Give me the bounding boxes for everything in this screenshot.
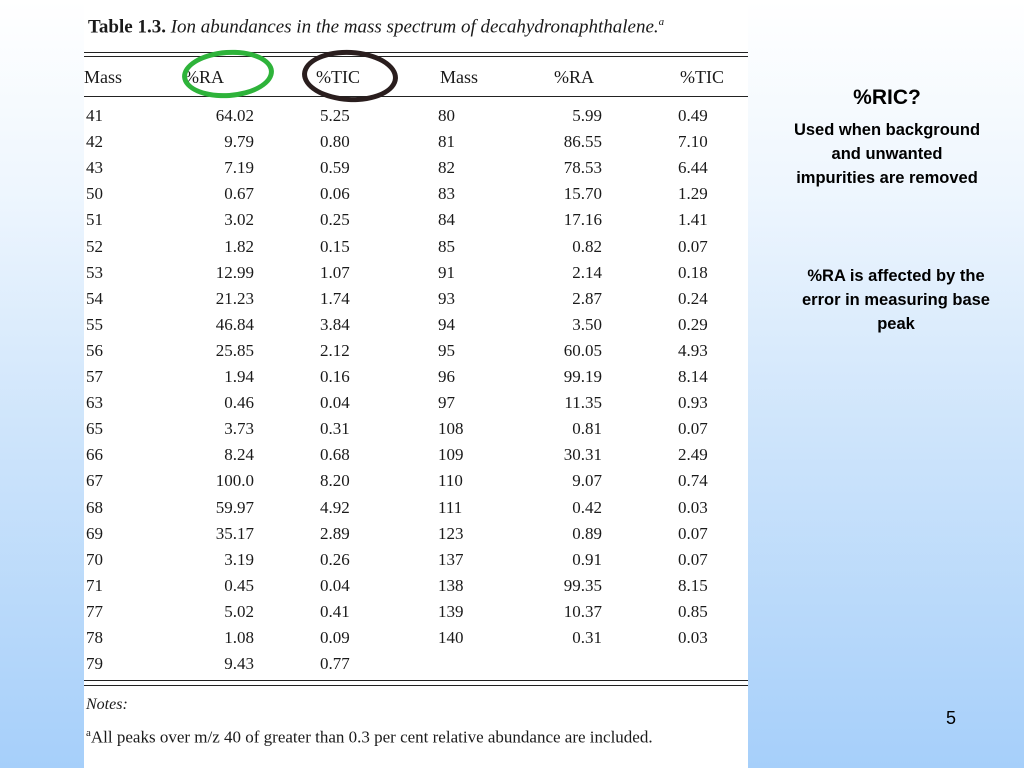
left-ra-cell: 5.02 — [224, 602, 254, 621]
right-ra-cell: 3.50 — [572, 315, 602, 334]
table-header-right-0: Mass — [440, 67, 479, 87]
right-tic-cell: 1.41 — [678, 210, 708, 229]
left-mass-cell: 56 — [86, 341, 103, 360]
left-ra-cell: 21.23 — [215, 289, 254, 308]
left-ra-cell: 64.02 — [215, 106, 254, 125]
right-ra-cell: 0.82 — [572, 237, 602, 256]
left-ra-cell: 9.79 — [224, 132, 254, 151]
right-ra-cell: 10.37 — [563, 602, 602, 621]
table-header-right-2: %TIC — [680, 67, 724, 87]
left-tic-cell: 0.59 — [320, 158, 350, 177]
right-mass-cell: 94 — [438, 315, 455, 334]
left-mass-cell: 70 — [86, 550, 103, 569]
left-mass-cell: 79 — [86, 654, 103, 673]
left-tic-cell: 1.74 — [320, 289, 350, 308]
ra-error-note: %RA is affected by the error in measuring base peak — [802, 267, 990, 333]
right-mass-cell: 109 — [438, 445, 464, 464]
green-annotation-circle — [180, 47, 275, 101]
scanned-table-image — [84, 0, 748, 768]
left-mass-cell: 50 — [86, 184, 103, 203]
table-caption-footnote-mark: a — [658, 16, 665, 28]
left-tic-cell: 0.04 — [320, 576, 350, 595]
right-tic-cell: 0.29 — [678, 315, 708, 334]
right-tic-cell: 1.29 — [678, 184, 708, 203]
ric-explanation: Used when background and unwanted impurities are removed — [793, 121, 981, 187]
left-ra-cell: 12.99 — [215, 263, 254, 282]
left-ra-cell: 9.43 — [224, 654, 254, 673]
left-mass-cell: 68 — [86, 498, 103, 517]
left-ra-cell: 59.97 — [215, 498, 254, 517]
table-header-left-2: %TIC — [316, 67, 360, 87]
right-mass-cell: 108 — [438, 419, 464, 438]
table-footnote — [86, 720, 706, 751]
left-tic-cell: 1.07 — [320, 263, 350, 282]
right-ra-cell: 0.91 — [572, 550, 602, 569]
left-mass-cell: 67 — [86, 471, 103, 490]
left-tic-cell: 0.41 — [320, 602, 350, 621]
right-mass-cell: 111 — [438, 498, 463, 517]
right-ra-cell: 60.05 — [563, 341, 602, 360]
left-ra-cell: 0.46 — [224, 393, 254, 412]
right-tic-cell: 4.93 — [678, 341, 708, 360]
left-mass-cell: 77 — [86, 602, 103, 621]
table-caption — [88, 16, 664, 38]
right-ra-cell: 99.35 — [563, 576, 602, 595]
left-mass-cell: 71 — [86, 576, 103, 595]
left-ra-cell: 3.02 — [224, 210, 254, 229]
right-ra-cell: 99.19 — [563, 367, 602, 386]
left-mass-cell: 69 — [86, 524, 103, 543]
right-mass-cell: 82 — [438, 158, 455, 177]
right-tic-cell: 0.74 — [678, 471, 708, 490]
left-mass-cell: 42 — [86, 132, 103, 151]
right-ra-cell: 5.99 — [572, 106, 602, 125]
left-tic-cell: 0.25 — [320, 210, 350, 229]
right-tic-cell: 8.14 — [678, 367, 708, 386]
right-mass-cell: 85 — [438, 237, 455, 256]
left-ra-cell: 3.73 — [224, 419, 254, 438]
left-tic-cell: 3.84 — [320, 315, 350, 334]
right-mass-cell: 139 — [438, 602, 464, 621]
left-tic-cell: 5.25 — [320, 106, 350, 125]
table-header-left-1: %RA — [184, 67, 224, 87]
right-ra-cell: 2.14 — [572, 263, 602, 282]
left-mass-cell: 66 — [86, 445, 103, 464]
right-ra-cell: 15.70 — [563, 184, 602, 203]
left-tic-cell: 2.89 — [320, 524, 350, 543]
right-mass-cell: 84 — [438, 210, 455, 229]
right-ra-cell: 2.87 — [572, 289, 602, 308]
left-ra-cell: 8.24 — [224, 445, 254, 464]
table-bottom-rule — [84, 680, 748, 681]
right-mass-cell: 140 — [438, 628, 464, 647]
left-tic-cell: 0.15 — [320, 237, 350, 256]
right-mass-cell: 80 — [438, 106, 455, 125]
table-caption-number: Table 1.3. — [88, 16, 166, 38]
right-mass-cell: 93 — [438, 289, 455, 308]
left-tic-cell: 0.80 — [320, 132, 350, 151]
right-tic-cell: 2.49 — [678, 445, 708, 464]
left-ra-cell: 25.85 — [215, 341, 254, 360]
right-mass-cell: 110 — [438, 471, 463, 490]
table-header-right-1: %RA — [554, 67, 594, 87]
right-tic-cell: 0.49 — [678, 106, 708, 125]
right-mass-cell: 95 — [438, 341, 455, 360]
table-caption-text: Ion abundances in the mass spectrum of decahydronaphthalene. — [170, 16, 659, 38]
left-mass-cell: 63 — [86, 393, 103, 412]
footnote-mark: a — [86, 727, 91, 739]
ric-question-title: %RIC? — [853, 86, 921, 109]
left-mass-cell: 78 — [86, 628, 103, 647]
table-header-rule — [84, 96, 748, 97]
table-header-left-0: Mass — [84, 67, 123, 87]
right-mass-cell: 138 — [438, 576, 464, 595]
table-top-rule — [84, 52, 748, 53]
left-ra-cell: 1.94 — [224, 367, 254, 386]
right-tic-cell: 0.07 — [678, 419, 708, 438]
right-ra-cell: 0.81 — [572, 419, 602, 438]
right-ra-cell: 11.35 — [564, 393, 602, 412]
right-tic-cell: 0.85 — [678, 602, 708, 621]
left-tic-cell: 0.16 — [320, 367, 350, 386]
slide-page-number: 5 — [946, 708, 957, 728]
right-mass-cell: 123 — [438, 524, 464, 543]
left-ra-cell: 7.19 — [224, 158, 254, 177]
left-tic-cell: 0.68 — [320, 445, 350, 464]
right-mass-cell: 83 — [438, 184, 455, 203]
right-mass-cell: 137 — [438, 550, 464, 569]
right-ra-cell: 0.89 — [572, 524, 602, 543]
left-mass-cell: 65 — [86, 419, 103, 438]
left-tic-cell: 4.92 — [320, 498, 350, 517]
right-tic-cell: 0.03 — [678, 498, 708, 517]
right-tic-cell: 0.07 — [678, 524, 708, 543]
left-ra-cell: 1.08 — [224, 628, 254, 647]
left-tic-cell: 0.31 — [320, 419, 350, 438]
left-ra-cell: 1.82 — [224, 237, 254, 256]
left-ra-cell: 0.67 — [224, 184, 254, 203]
left-ra-cell: 100.0 — [215, 471, 254, 490]
right-ra-cell: 0.42 — [572, 498, 602, 517]
right-tic-cell: 0.07 — [678, 237, 708, 256]
right-ra-cell: 30.31 — [563, 445, 602, 464]
left-tic-cell: 0.77 — [320, 654, 350, 673]
left-ra-cell: 0.45 — [224, 576, 254, 595]
table-bottom-rule-double — [84, 685, 748, 686]
right-mass-cell: 91 — [438, 263, 455, 282]
right-ra-cell: 86.55 — [563, 132, 602, 151]
right-tic-cell: 0.07 — [678, 550, 708, 569]
left-mass-cell: 52 — [86, 237, 103, 256]
right-tic-cell: 6.44 — [678, 158, 708, 177]
right-ra-cell: 9.07 — [572, 471, 602, 490]
left-ra-cell: 46.84 — [215, 315, 254, 334]
right-tic-cell: 0.03 — [678, 628, 708, 647]
left-ra-cell: 35.17 — [215, 524, 254, 543]
left-mass-cell: 53 — [86, 263, 103, 282]
left-tic-cell: 0.26 — [320, 550, 350, 569]
right-tic-cell: 0.24 — [678, 289, 708, 308]
right-tic-cell: 8.15 — [678, 576, 708, 595]
left-tic-cell: 0.04 — [320, 393, 350, 412]
left-ra-cell: 3.19 — [224, 550, 254, 569]
left-tic-cell: 0.09 — [320, 628, 350, 647]
left-mass-cell: 55 — [86, 315, 103, 334]
right-mass-cell: 81 — [438, 132, 455, 151]
footnote-text: All peaks over m/z 40 of greater than 0.3 per cent relative abundance are included. — [90, 727, 653, 747]
notes-label: Notes: — [86, 696, 128, 713]
left-tic-cell: 2.12 — [320, 341, 350, 360]
right-ra-cell: 17.16 — [563, 210, 602, 229]
table-top-rule-double — [84, 56, 748, 57]
right-mass-cell: 97 — [438, 393, 455, 412]
right-ra-cell: 0.31 — [572, 628, 602, 647]
left-mass-cell: 41 — [86, 106, 103, 125]
left-mass-cell: 43 — [86, 158, 103, 177]
right-tic-cell: 0.18 — [678, 263, 708, 282]
left-mass-cell: 57 — [86, 367, 103, 386]
right-ra-cell: 78.53 — [563, 158, 602, 177]
right-tic-cell: 7.10 — [678, 132, 708, 151]
right-tic-cell: 0.93 — [678, 393, 708, 412]
left-mass-cell: 51 — [86, 210, 103, 229]
left-tic-cell: 8.20 — [320, 471, 350, 490]
right-mass-cell: 96 — [438, 367, 455, 386]
left-tic-cell: 0.06 — [320, 184, 350, 203]
left-mass-cell: 54 — [86, 289, 103, 308]
